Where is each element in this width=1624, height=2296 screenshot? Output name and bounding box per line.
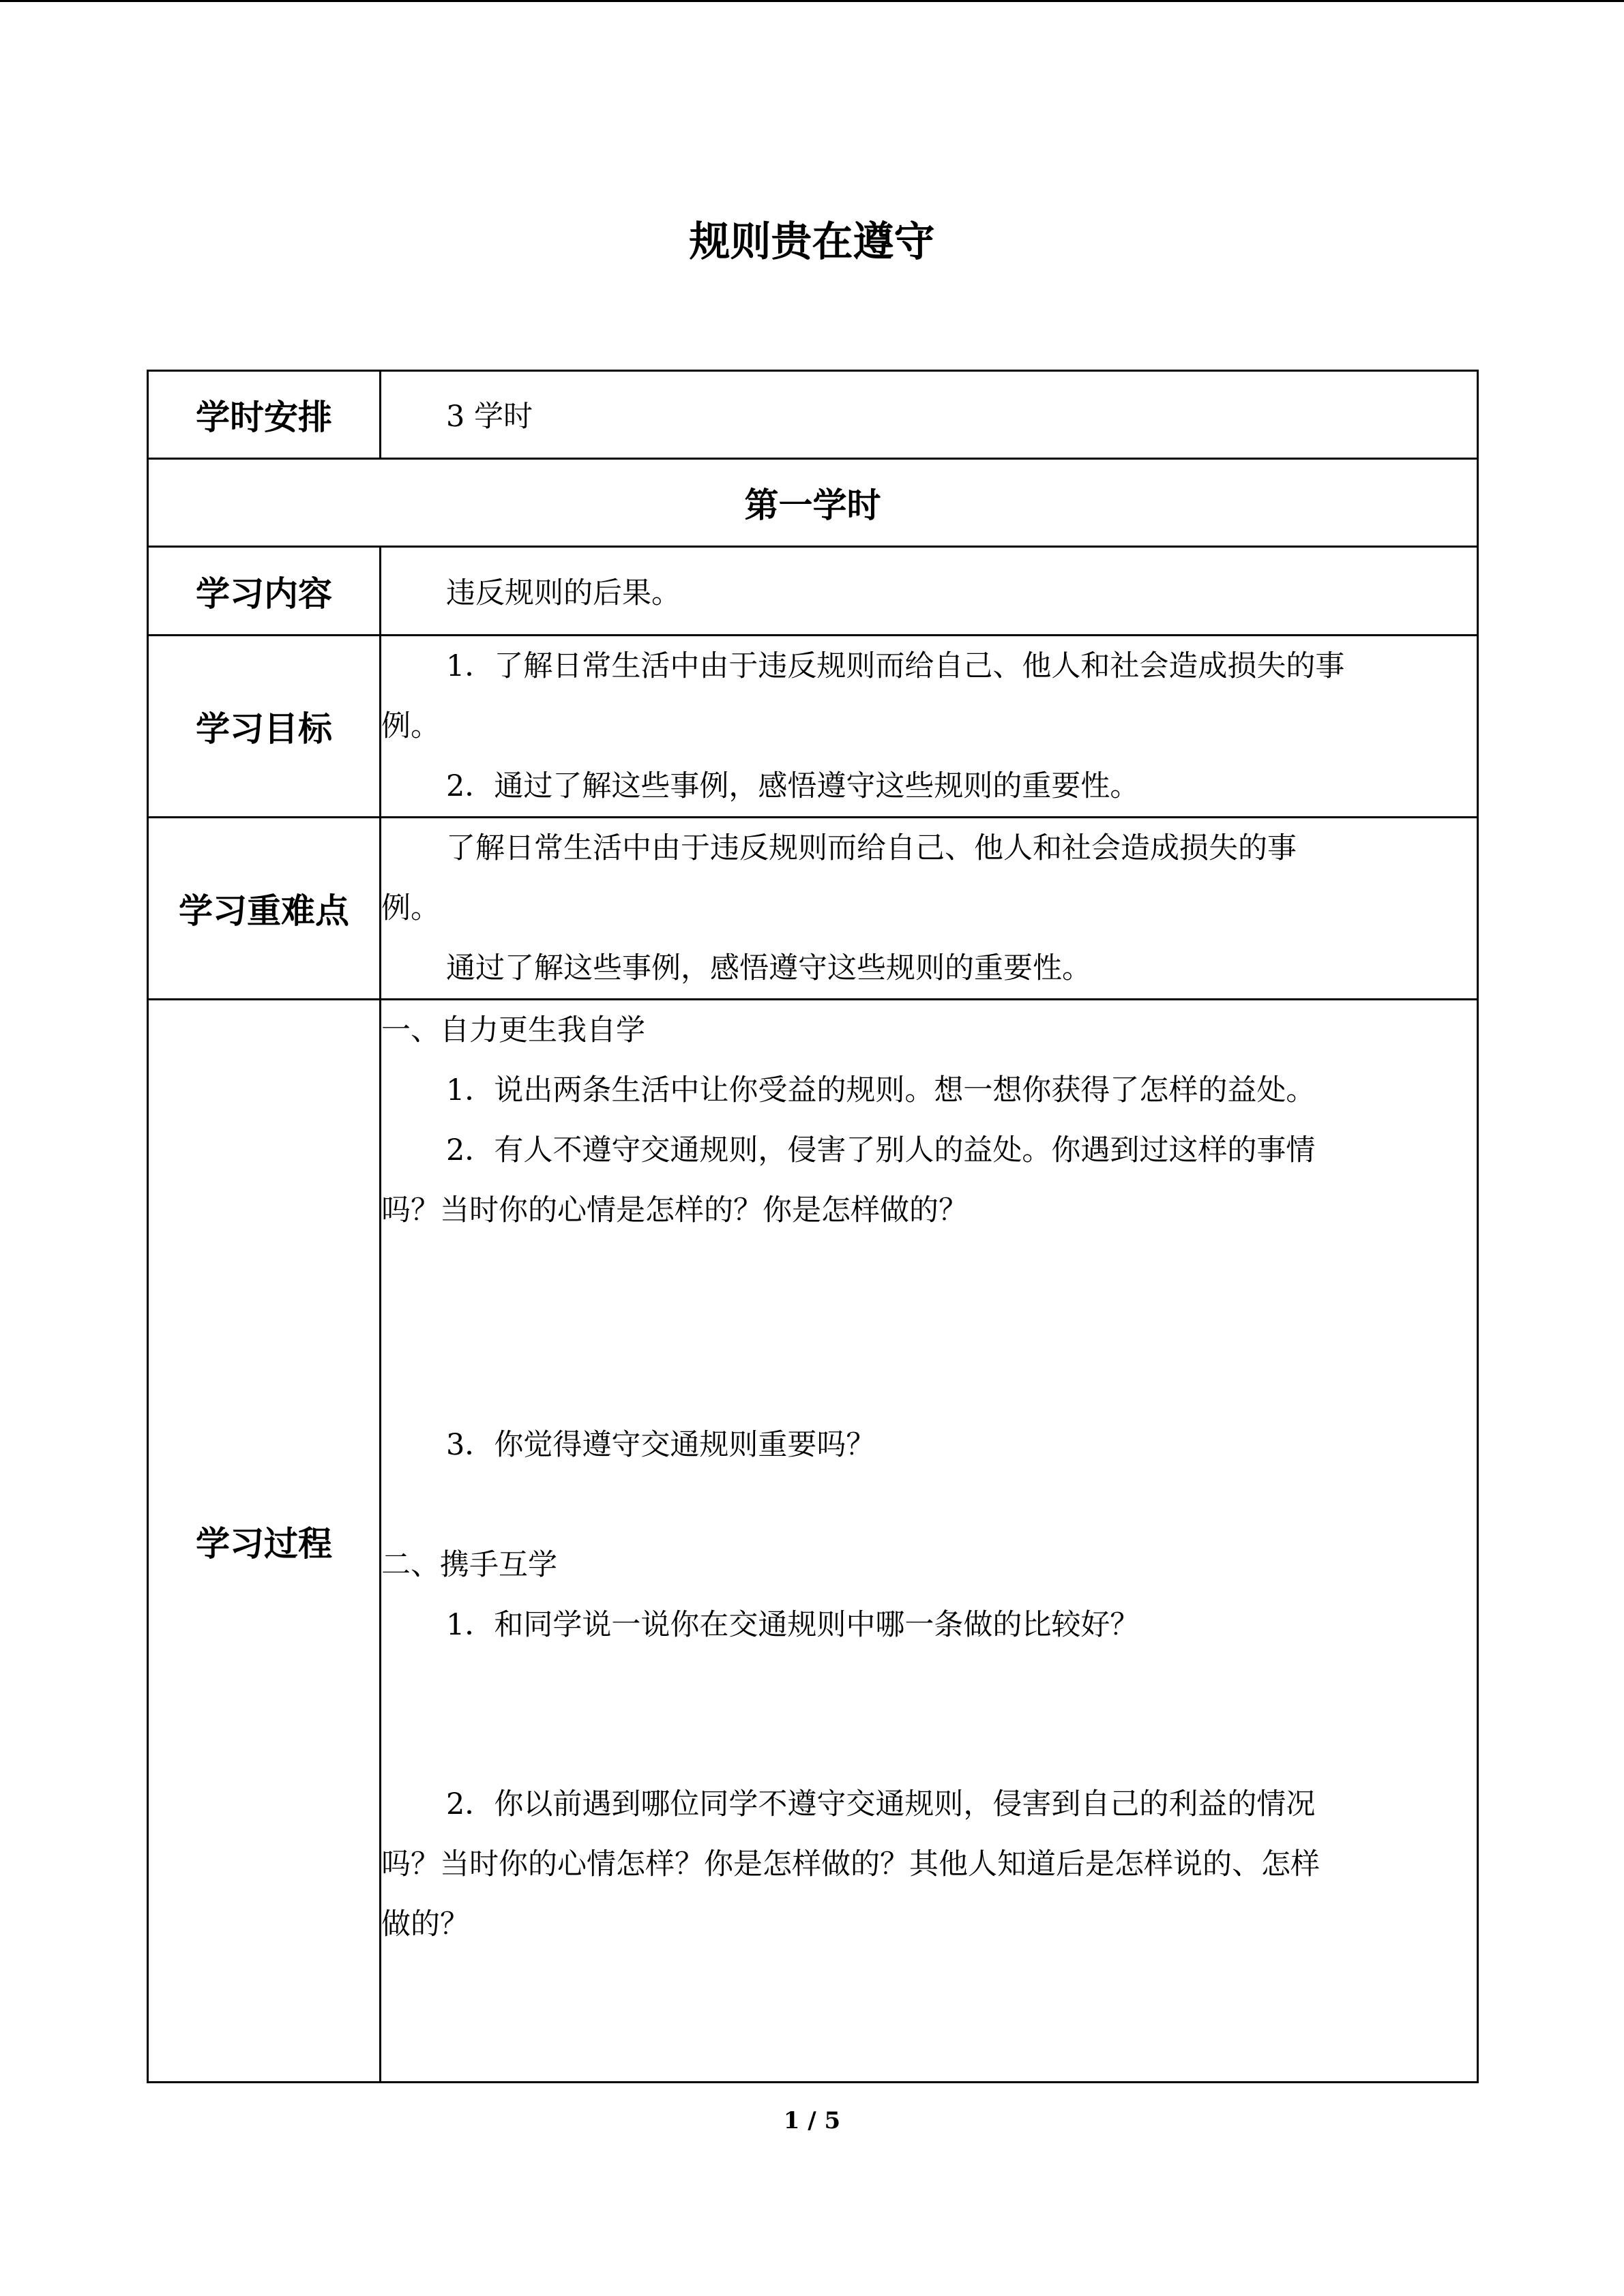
schedule-label: 学时安排 bbox=[148, 371, 381, 459]
objectives-cell bbox=[381, 636, 1478, 818]
answer-space-2 bbox=[381, 1475, 1477, 1535]
part2-question-2-line-2: 吗？当时你的心情怎样？你是怎样做的？其他人知道后是怎样说的、怎样 bbox=[381, 1847, 1320, 1881]
part1-heading: 一、自力更生我自学 bbox=[381, 1013, 645, 1047]
answer-space-1 bbox=[381, 1240, 1477, 1415]
part1-question-1: 1．说出两条生活中让你受益的规则。想一想你获得了怎样的益处。 bbox=[446, 1073, 1316, 1107]
part1-question-2-line-2: 吗？当时你的心情是怎样的？你是怎样做的？ bbox=[381, 1193, 968, 1227]
row-objectives bbox=[148, 636, 1478, 818]
top-border-line bbox=[0, 0, 1624, 2]
objective-line-2: 例。 bbox=[381, 709, 440, 743]
process-cell bbox=[381, 1000, 1478, 2083]
document-title: 规则贵在遵守 bbox=[689, 218, 935, 266]
row-key-points bbox=[148, 818, 1478, 1000]
content-label: 学习内容 bbox=[148, 547, 381, 636]
row-schedule bbox=[148, 371, 1478, 459]
content-value-cell bbox=[381, 547, 1478, 636]
row-content bbox=[148, 547, 1478, 636]
schedule-value-cell bbox=[381, 371, 1478, 459]
key-point-line-2: 例。 bbox=[381, 891, 440, 925]
part2-question-2-line-3: 做的？ bbox=[381, 1907, 469, 1941]
answer-space-3 bbox=[381, 1655, 1477, 1774]
part1-question-2-line-1: 2．有人不遵守交通规则，侵害了别人的益处。你遇到过这样的事情 bbox=[446, 1133, 1316, 1167]
part2-question-2-line-1: 2．你以前遇到哪位同学不遵守交通规则，侵害到自己的利益的情况 bbox=[446, 1787, 1316, 1821]
schedule-value: 3 学时 bbox=[446, 400, 533, 434]
key-points-cell bbox=[381, 818, 1478, 1000]
key-points-label: 学习重难点 bbox=[148, 818, 381, 1000]
key-point-line-3: 通过了解这些事例，感悟遵守这些规则的重要性。 bbox=[446, 951, 1091, 985]
content-value: 违反规则的后果。 bbox=[446, 576, 681, 610]
part2-question-1: 1．和同学说一说你在交通规则中哪一条做的比较好？ bbox=[446, 1608, 1140, 1642]
objective-line-3: 2．通过了解这些事例，感悟遵守这些规则的重要性。 bbox=[446, 769, 1140, 803]
part2-heading: 二、携手互学 bbox=[381, 1548, 557, 1582]
row-section-heading bbox=[148, 459, 1478, 547]
objectives-label: 学习目标 bbox=[148, 636, 381, 818]
page-number: 1 / 5 bbox=[783, 2107, 841, 2134]
part1-question-3: 3．你觉得遵守交通规则重要吗？ bbox=[446, 1428, 876, 1462]
lesson-plan-table bbox=[147, 370, 1479, 2083]
objective-line-1: 1．了解日常生活中由于违反规则而给自己、他人和社会造成损失的事 bbox=[446, 649, 1345, 683]
process-label: 学习过程 bbox=[148, 1000, 381, 2083]
section-heading: 第一学时 bbox=[148, 459, 1478, 547]
row-process bbox=[148, 1000, 1478, 2083]
key-point-line-1: 了解日常生活中由于违反规则而给自己、他人和社会造成损失的事 bbox=[446, 831, 1297, 865]
